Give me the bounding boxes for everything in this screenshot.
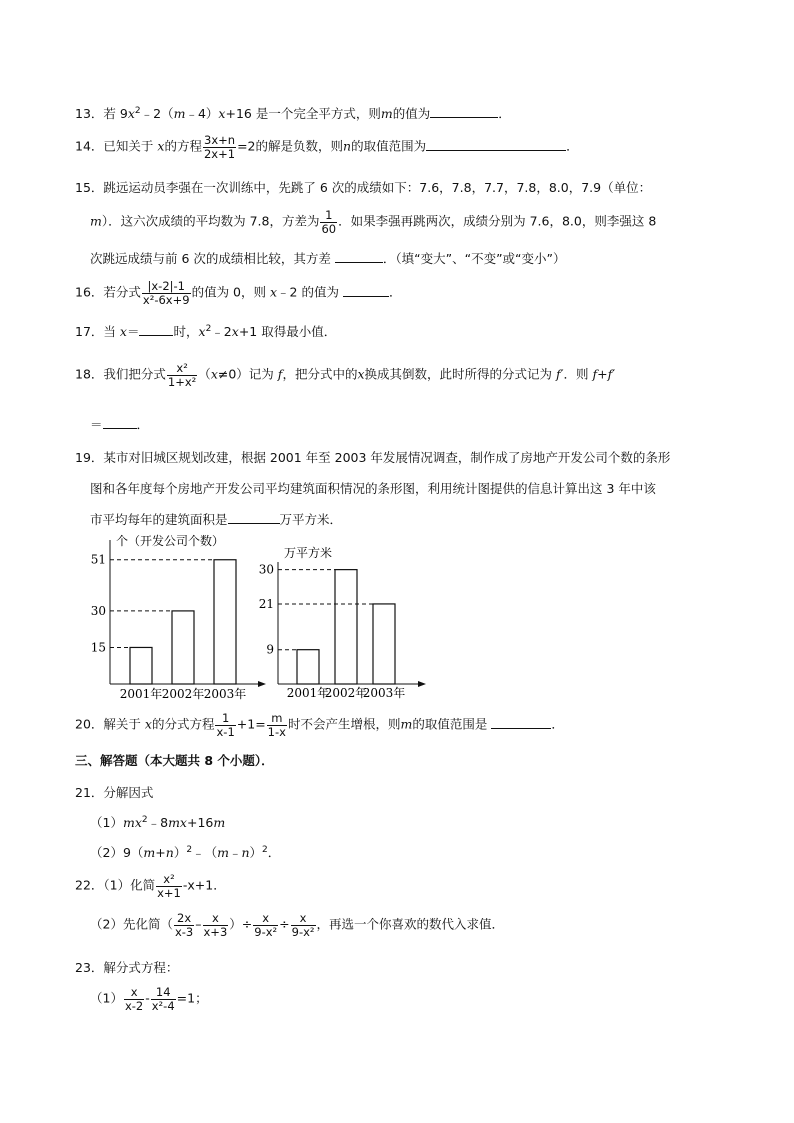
text: 市平均每年的建筑面积是 bbox=[90, 512, 228, 527]
fraction bbox=[203, 912, 229, 938]
y-tick-label: 21 bbox=[258, 596, 274, 611]
exponent: 2 bbox=[134, 105, 141, 116]
var-x: x bbox=[157, 138, 165, 154]
fraction bbox=[142, 280, 191, 306]
text: （ bbox=[198, 366, 211, 382]
denominator: 1+x² bbox=[167, 374, 197, 389]
text: ） bbox=[173, 845, 187, 860]
var-x: x bbox=[198, 324, 206, 339]
x-tick-label: 2002年 bbox=[324, 686, 368, 700]
text: - bbox=[145, 990, 150, 1006]
x-axis-arrow bbox=[418, 681, 426, 687]
var-x: x bbox=[119, 324, 127, 339]
var-x: x bbox=[218, 106, 226, 121]
text: 换成其倒数，此时所得的分式记为 bbox=[364, 366, 553, 382]
question-number: 20． bbox=[75, 716, 104, 732]
denominator: x-1 bbox=[216, 724, 235, 739]
question-22-part2 bbox=[90, 912, 504, 938]
question-number: 14． bbox=[75, 138, 104, 154]
exponent: 2 bbox=[186, 844, 193, 855]
text: ． bbox=[136, 417, 150, 432]
answer-blank[interactable] bbox=[426, 149, 566, 151]
question-15-line1: 15．跳远运动员李强在一次训练中，先跳了 6 次的成绩如下：7.6，7.8，7.7，7.8，8.0，7.9（单位： bbox=[75, 180, 652, 195]
bar bbox=[297, 650, 319, 684]
denominator: 9-x² bbox=[254, 924, 278, 939]
numerator: x bbox=[203, 912, 229, 926]
denominator: x+1 bbox=[157, 885, 181, 900]
x-tick-label: 2003年 bbox=[362, 686, 406, 700]
text: ÷ bbox=[279, 916, 290, 932]
chart-title: 个（开发公司个数） bbox=[116, 534, 225, 548]
answer-blank[interactable] bbox=[430, 116, 498, 118]
text: 我们把分式 bbox=[103, 366, 166, 382]
text: （2）先化简（ bbox=[90, 916, 173, 932]
text: 的值为 bbox=[392, 106, 431, 121]
numerator: x² bbox=[156, 873, 182, 887]
var-n: n bbox=[343, 138, 352, 154]
numerator: 1 bbox=[320, 209, 337, 223]
fraction bbox=[320, 209, 337, 235]
denominator: x-2 bbox=[124, 998, 144, 1013]
chart-title: 万平方米 bbox=[284, 546, 333, 560]
text: ． bbox=[388, 284, 402, 300]
text: 万平方米． bbox=[279, 512, 343, 527]
denominator: x²-4 bbox=[151, 998, 175, 1013]
numerator: 1 bbox=[215, 712, 235, 726]
question-21-part2 bbox=[90, 843, 280, 861]
denominator: x-3 bbox=[174, 924, 194, 939]
var-m: m bbox=[213, 815, 226, 830]
fraction bbox=[203, 134, 236, 160]
text: （2）9（ bbox=[90, 845, 144, 860]
answer-blank[interactable] bbox=[139, 334, 173, 336]
chart-marks bbox=[259, 563, 406, 700]
question-21-part1 bbox=[90, 813, 225, 831]
text: ．（填“变大”、“不变”或“变小”） bbox=[382, 251, 566, 266]
fraction bbox=[156, 873, 182, 899]
var-x: x bbox=[134, 815, 142, 830]
x-axis-arrow bbox=[258, 681, 266, 687]
numerator: |x-2|-1 bbox=[142, 280, 191, 294]
answer-blank[interactable] bbox=[335, 261, 383, 263]
text: ≠0）记为 bbox=[217, 366, 274, 382]
var-f-prime: f′ bbox=[556, 366, 564, 382]
numerator: 3x+n bbox=[204, 133, 236, 147]
fraction bbox=[291, 912, 316, 938]
text: ＝ bbox=[126, 324, 140, 339]
question-19-line3 bbox=[90, 510, 342, 528]
text: 的分式方程 bbox=[151, 716, 215, 732]
denominator: 9-x² bbox=[291, 924, 315, 939]
question-number: 13． bbox=[75, 106, 104, 121]
denominator: x²-6x+9 bbox=[142, 292, 190, 307]
question-23-part1 bbox=[90, 986, 208, 1012]
text: +1= bbox=[236, 716, 266, 732]
text: ． bbox=[551, 716, 564, 732]
denominator: x+3 bbox=[203, 924, 228, 939]
question-21-title: 21．分解因式 bbox=[75, 785, 154, 800]
var-mx: mx bbox=[168, 815, 187, 830]
fraction bbox=[215, 712, 235, 738]
bar bbox=[335, 570, 357, 684]
text: 的取值范围为 bbox=[351, 138, 427, 154]
var-m: m bbox=[122, 815, 135, 830]
var-m: m bbox=[143, 845, 156, 860]
fraction bbox=[253, 912, 278, 938]
question-18 bbox=[75, 362, 615, 388]
question-17 bbox=[75, 322, 336, 340]
bar-chart-companies bbox=[80, 528, 270, 703]
var-n: n bbox=[241, 845, 250, 860]
section-heading: 三、解答题（本大题共 8 个小题）． bbox=[75, 753, 274, 768]
numerator: 2x bbox=[174, 912, 194, 926]
exponent: 2 bbox=[205, 323, 212, 334]
y-tick-label: 51 bbox=[90, 552, 106, 567]
x-tick-label: 2001年 bbox=[286, 686, 330, 700]
text: ﹣2 的值为 bbox=[277, 284, 339, 300]
var-f: f bbox=[277, 366, 283, 382]
fraction bbox=[167, 362, 197, 388]
text: 的方程 bbox=[164, 138, 202, 154]
text: ）÷ bbox=[229, 916, 253, 932]
answer-blank[interactable] bbox=[228, 522, 280, 524]
text: ． bbox=[498, 106, 511, 121]
text: – bbox=[195, 916, 202, 932]
text: （1） bbox=[90, 815, 123, 830]
var-x: x bbox=[231, 324, 239, 339]
question-15-line2 bbox=[90, 209, 656, 235]
bar bbox=[373, 604, 395, 684]
bar bbox=[172, 611, 194, 684]
text: +16 是一个完全平方式，则 bbox=[225, 106, 381, 121]
bar bbox=[214, 560, 236, 684]
question-23-title: 23．解分式方程： bbox=[75, 960, 179, 975]
text: -x+1． bbox=[182, 877, 226, 893]
question-15-line3 bbox=[90, 249, 566, 267]
question-19-line2: 图和各年度每个房地产开发公司平均建筑面积情况的条形图，利用统计图提供的信息计算出这 3 年中该 bbox=[90, 481, 656, 496]
question-number: 18． bbox=[75, 366, 104, 382]
fraction bbox=[174, 912, 194, 938]
fraction bbox=[124, 986, 144, 1012]
question-number: 17． bbox=[75, 324, 104, 339]
y-tick-label: 15 bbox=[90, 640, 106, 655]
text: ．如果李强再跳两次，成绩分别为 7.6，8.0，则李强这 8 bbox=[338, 213, 657, 229]
text: 若分式 bbox=[103, 284, 141, 300]
denominator: 1-x bbox=[267, 724, 286, 739]
chart-marks bbox=[91, 553, 247, 701]
question-16 bbox=[75, 280, 401, 306]
text: ）．这六次成绩的平均数为 7.8，方差为 bbox=[101, 213, 320, 229]
numerator: x bbox=[291, 912, 316, 926]
text: =1； bbox=[176, 990, 208, 1006]
denominator: 2x+1 bbox=[203, 146, 236, 161]
var-m: m bbox=[380, 106, 393, 121]
text: 的取值范围是 bbox=[412, 716, 488, 732]
text: ，把分式中的 bbox=[282, 366, 358, 382]
numerator: x bbox=[253, 912, 278, 926]
text: ，再选一个你喜欢的数代入求值． bbox=[316, 916, 505, 932]
question-number: 22． bbox=[75, 877, 104, 893]
text: 解关于 bbox=[103, 716, 141, 732]
text: 的值为 0，则 bbox=[191, 284, 266, 300]
text: ﹣8 bbox=[147, 815, 169, 830]
answer-blank[interactable] bbox=[343, 295, 389, 297]
y-tick-label: 30 bbox=[258, 562, 274, 577]
x-tick-label: 2003年 bbox=[203, 687, 247, 701]
var-m: m bbox=[173, 106, 186, 121]
exponent: 2 bbox=[141, 814, 148, 825]
var-x: x bbox=[144, 716, 152, 732]
question-19-line1: 19．某市对旧城区规划改建，根据 2001 年至 2003 年发展情况调查，制作成了房地产开发公司个数的条形 bbox=[75, 450, 671, 465]
numerator: m bbox=[267, 712, 287, 726]
text: =2的解是负数，则 bbox=[237, 138, 343, 154]
var-x: x bbox=[269, 284, 278, 300]
text: ． bbox=[566, 138, 579, 154]
text: ． bbox=[267, 845, 281, 860]
question-14 bbox=[75, 134, 579, 160]
text: （1） bbox=[90, 990, 123, 1006]
question-22-part1 bbox=[75, 873, 226, 899]
text: 时不会产生增根，则 bbox=[287, 716, 401, 732]
x-tick-label: 2001年 bbox=[119, 687, 163, 701]
text: ．则 bbox=[563, 366, 589, 382]
text: ﹣（ bbox=[192, 845, 218, 860]
question-20 bbox=[75, 712, 564, 738]
y-tick-label: 9 bbox=[266, 642, 274, 657]
text: 若 9 bbox=[103, 106, 128, 121]
bar-chart-area bbox=[258, 540, 432, 703]
answer-blank[interactable] bbox=[103, 427, 137, 429]
answer-blank[interactable] bbox=[491, 727, 551, 729]
var-m: m bbox=[400, 716, 413, 732]
text: + bbox=[155, 845, 166, 860]
x-tick-label: 2002年 bbox=[161, 687, 205, 701]
text: ﹣4） bbox=[185, 106, 219, 121]
bar bbox=[130, 647, 152, 684]
text: 时， bbox=[173, 324, 199, 339]
text: +16 bbox=[186, 815, 214, 830]
y-tick-label: 30 bbox=[90, 603, 106, 618]
var-n: n bbox=[165, 845, 174, 860]
fraction bbox=[151, 986, 176, 1012]
numerator: x bbox=[124, 986, 144, 1000]
text: ＝ bbox=[90, 417, 103, 432]
var-x: x bbox=[210, 366, 218, 382]
expression: f+f′ bbox=[592, 366, 616, 382]
exponent: 2 bbox=[262, 844, 268, 855]
text: 已知关于 bbox=[103, 138, 154, 154]
text: ﹣ bbox=[228, 845, 242, 860]
text: ﹣2（ bbox=[140, 106, 174, 121]
text: （1）化简 bbox=[103, 877, 156, 893]
unit-m: m bbox=[90, 213, 102, 229]
text: ） bbox=[249, 845, 263, 860]
question-number: 16． bbox=[75, 284, 104, 300]
numerator: 14 bbox=[151, 986, 176, 1000]
var-m: m bbox=[217, 845, 229, 860]
fraction bbox=[267, 712, 287, 738]
text: ﹣2 bbox=[211, 324, 232, 339]
question-13 bbox=[75, 104, 511, 122]
numerator: x² bbox=[167, 362, 197, 376]
var-x: x bbox=[357, 366, 365, 382]
question-18-line2 bbox=[90, 415, 149, 433]
text: +1 取得最小值． bbox=[238, 324, 337, 339]
text: 当 bbox=[103, 324, 116, 339]
denominator: 60 bbox=[321, 221, 337, 236]
text: 次跳远成绩与前 6 次的成绩相比较，其方差 bbox=[90, 251, 331, 266]
var-x: x bbox=[127, 106, 135, 121]
